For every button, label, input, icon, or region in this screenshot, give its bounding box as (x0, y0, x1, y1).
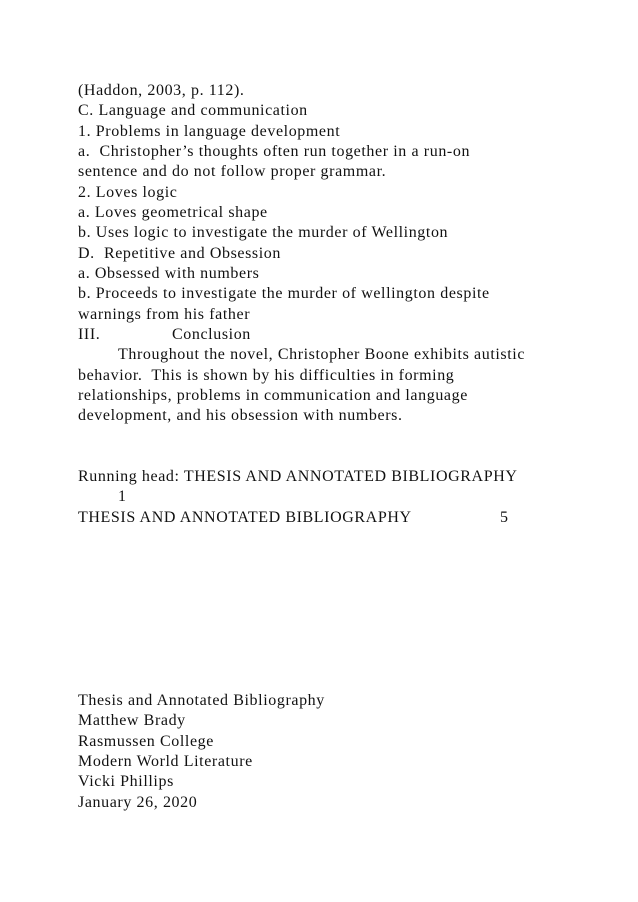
running-head-page-number: 1 (118, 488, 127, 505)
outline-heading-repetitive: D. Repetitive and Obsession (78, 245, 281, 262)
conclusion-paragraph-line: relationships, problems in communication and language (78, 387, 468, 404)
outline-heading-language: C. Language and communication (78, 102, 308, 119)
outline-item-logic: 2. Loves logic (78, 184, 178, 201)
conclusion-paragraph-line: Throughout the novel, Christopher Boone exhibits autistic (118, 346, 526, 363)
conclusion-paragraph-line: development, and his obsession with numbers. (78, 407, 403, 424)
paper-date: January 26, 2020 (78, 794, 198, 811)
outline-line-citation: (Haddon, 2003, p. 112). (78, 82, 245, 99)
outline-item-problems: 1. Problems in language development (78, 123, 341, 140)
institution-name: Rasmussen College (78, 733, 214, 750)
outline-subitem-investigate: b. Uses logic to investigate the murder of Wellington (78, 224, 449, 241)
outline-subitem-thoughts-cont: sentence and do not follow proper grammar. (78, 163, 387, 180)
outline-subitem-thoughts: a. Christopher’s thoughts often run together in a run-on (78, 143, 471, 160)
instructor-name: Vicki Phillips (78, 773, 174, 790)
page-header-number: 5 (500, 509, 509, 526)
conclusion-title: Conclusion (172, 326, 251, 343)
running-head: Running head: THESIS AND ANNOTATED BIBLIOGRAPHY (78, 468, 518, 485)
outline-subitem-geometry: a. Loves geometrical shape (78, 204, 268, 221)
page-header-title: THESIS AND ANNOTATED BIBLIOGRAPHY (78, 509, 412, 526)
course-name: Modern World Literature (78, 753, 253, 770)
conclusion-numeral: III. (78, 326, 101, 343)
outline-subitem-proceeds: b. Proceeds to investigate the murder of wellington despite (78, 285, 490, 302)
paper-title: Thesis and Annotated Bibliography (78, 692, 325, 709)
author-name: Matthew Brady (78, 712, 186, 729)
conclusion-paragraph-line: behavior. This is shown by his difficulties in forming (78, 367, 455, 384)
outline-subitem-numbers: a. Obsessed with numbers (78, 265, 260, 282)
outline-subitem-proceeds-cont: warnings from his father (78, 306, 251, 323)
